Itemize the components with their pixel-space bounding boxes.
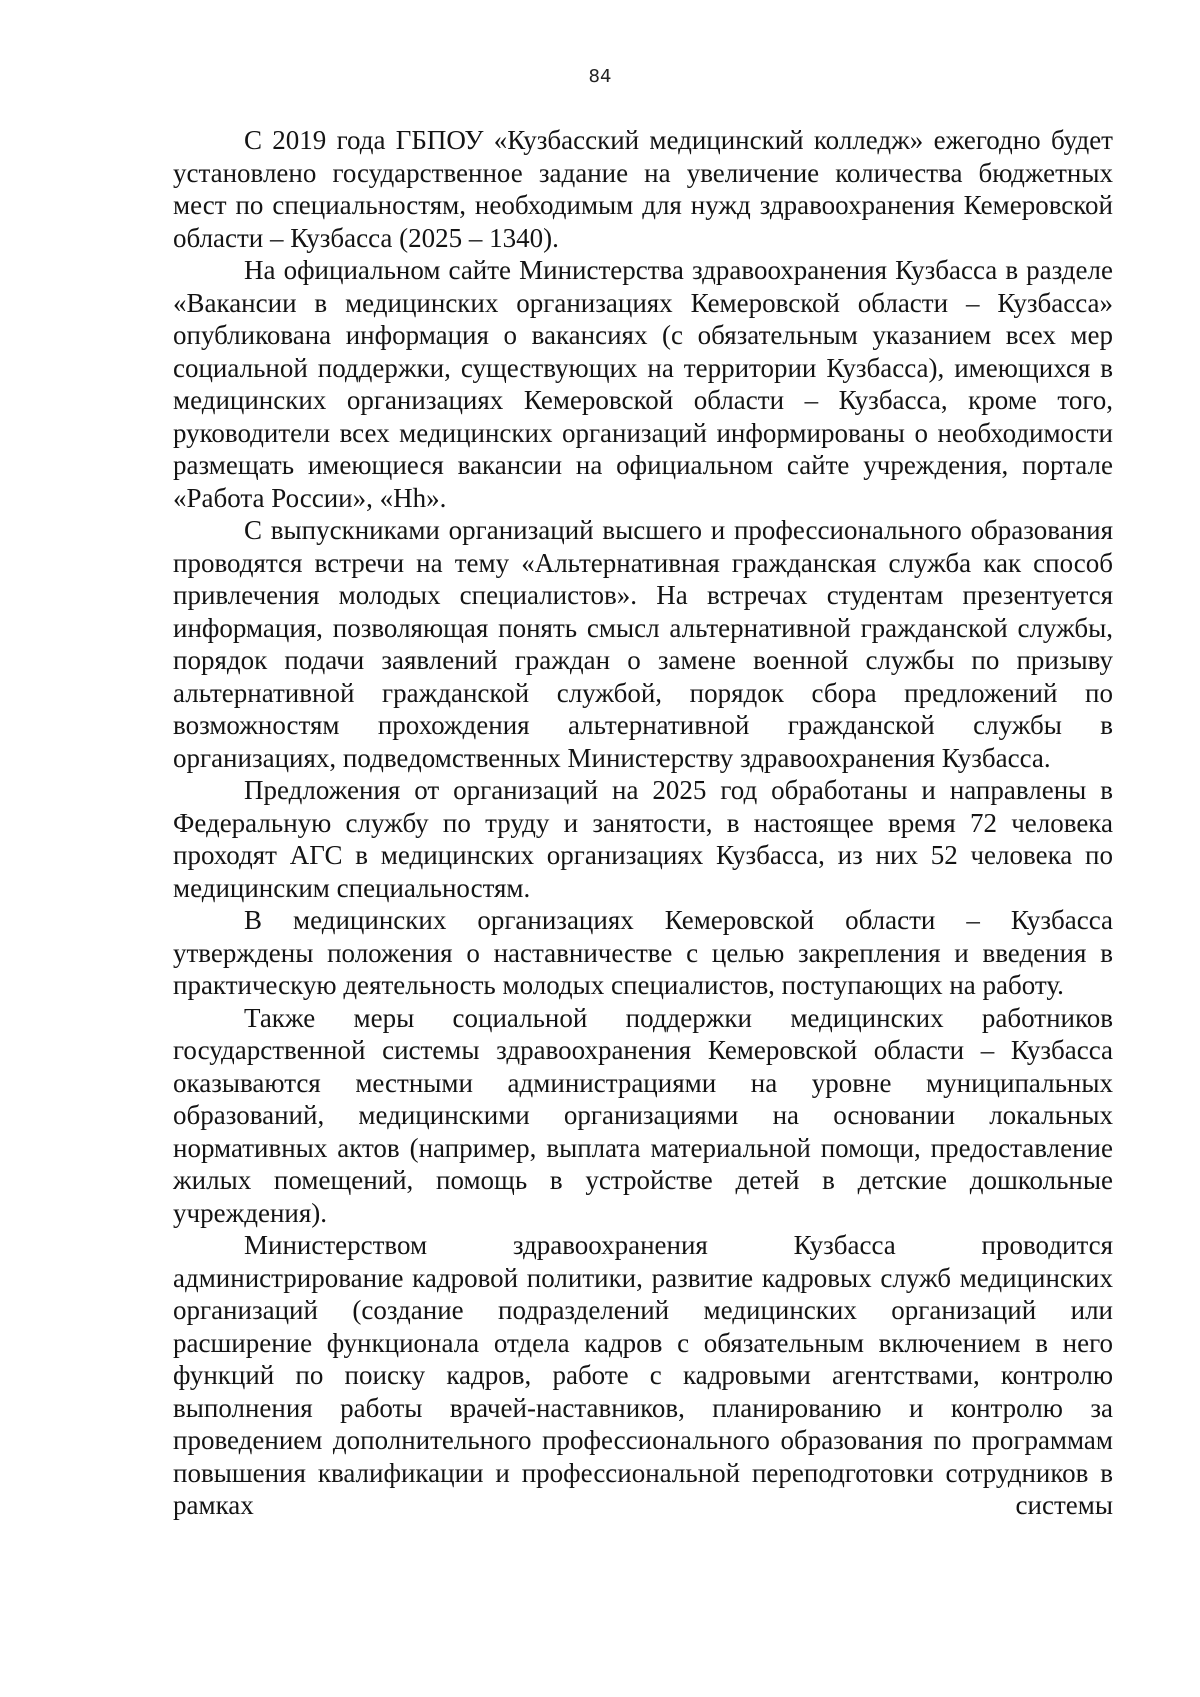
paragraph-ags-proposals: Предложения от организаций на 2025 год обработаны и направлены в Федеральную службу по труду и занятости, в настоящее время 72 человека проходят АГС в медицинских организациях Кузбасса, из них 52 человека по медицинским специальностям. <box>173 775 1113 903</box>
paragraph-hr-policy: Министерством здравоохранения Кузбасса проводится администрирование кадровой политики, развитие кадровых служб медицинских организаций (создание подразделений медицинских организаций или расширение функционала отдела кадров с обязательным включением в него функций по поиску кадров, работе с кадровыми агентствами, контролю выполнения работы врачей-наставников, планированию и контролю за проведением дополнительного профессионального образования по программам повышения квалификации и профессиональной переподготовки сотрудников в рамках системы <box>173 1230 1113 1520</box>
page-number: 84 <box>588 66 612 87</box>
paragraph-social-support: Также меры социальной поддержки медицинских работников государственной системы здравоохранения Кемеровской области – Кузбасса оказываются местными администрациями на уровне муниципальных образований, медицинскими организациями на основании локальных нормативных актов (например, выплата материальной помощи, предоставление жилых помещений, помощь в устройстве детей в детские дошкольные учреждения). <box>173 1002 1113 1228</box>
paragraph-budget-places: С 2019 года ГБПОУ «Кузбасский медицинский колледж» ежегодно будет установлено государственное задание на увеличение количества бюджетных мест по специальностям, необходимым для нужд здравоохранения Кемеровской области – Кузбасса (2025 – 1340). <box>173 125 1113 253</box>
paragraph-mentorship: В медицинских организациях Кемеровской области – Кузбасса утверждены положения о наставничестве с целью закрепления и введения в практическую деятельность молодых специалистов, поступающих на работу. <box>173 905 1113 1000</box>
paragraph-alternative-service-meetings: С выпускниками организаций высшего и профессионального образования проводятся встречи на тему «Альтернативная гражданская служба как способ привлечения молодых специалистов». На встречах студентам презентуется информация, позволяющая понять смысл альтернативной гражданской службы, порядок подачи заявлений граждан о замене военной службы по призыву альтернативной гражданской службой, порядок сбора предложений по возможностям прохождения альтернативной гражданской службы в организациях, подведомственных Министерству здравоохранения Кузбасса. <box>173 515 1113 773</box>
document-body <box>173 124 1113 1522</box>
paragraph-vacancies-website: На официальном сайте Министерства здравоохранения Кузбасса в разделе «Вакансии в медицинских организациях Кемеровской области – Кузбасса» опубликована информация о вакансиях (с обязательным указанием всех мер социальной поддержки, существующих на территории Кузбасса), имеющихся в медицинских организациях Кемеровской области – Кузбасса, кроме того, руководители всех медицинских организаций информированы о необходимости размещать имеющиеся вакансии на официальном сайте учреждения, портале «Работа России», «Hh». <box>173 255 1113 513</box>
